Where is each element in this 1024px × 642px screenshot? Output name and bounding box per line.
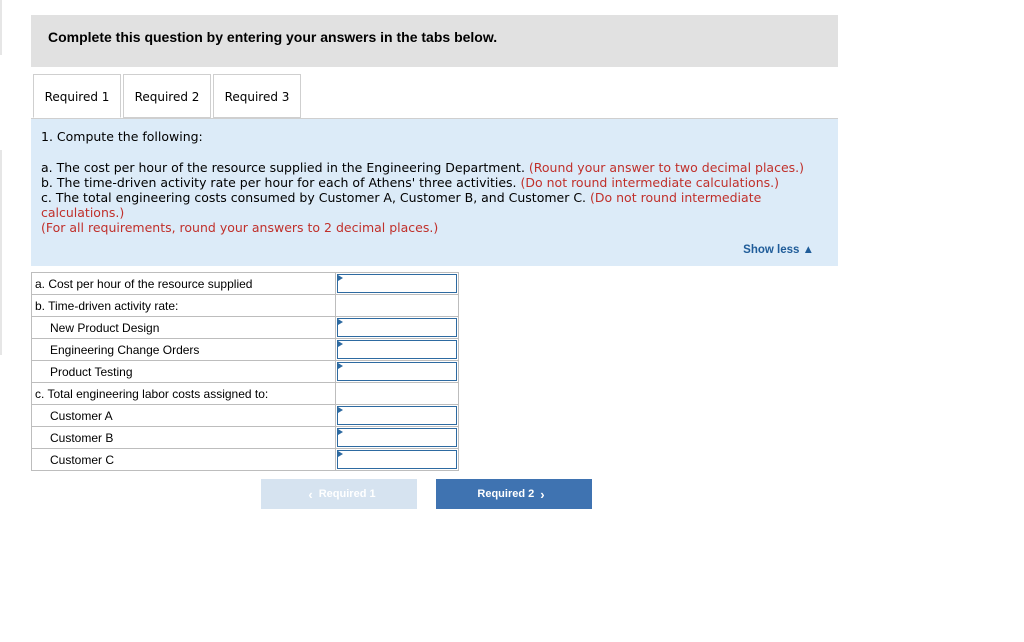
tab-label: Required 1 [44, 90, 110, 104]
next-required-button[interactable] [436, 479, 592, 509]
prev-required-button[interactable] [261, 479, 417, 509]
row-label: c. Total engineering labor costs assigned to: [32, 383, 336, 405]
left-edge-rule [0, 150, 2, 355]
question-item-a [41, 160, 828, 175]
show-less-label: Show less [743, 244, 800, 256]
customer-a-input[interactable] [337, 406, 457, 425]
empty-cell [336, 383, 459, 405]
table-row [32, 273, 459, 295]
table-row [32, 339, 459, 361]
product-testing-input[interactable] [337, 362, 457, 381]
tab-required-2[interactable] [123, 74, 211, 118]
instruction-text: Complete this question by entering your answers in the tabs below. [48, 29, 498, 45]
answer-cell [336, 361, 459, 383]
item-a-note: (Round your answer to two decimal places.) [528, 160, 805, 175]
left-edge-rule [0, 0, 2, 55]
question-item-c [41, 190, 828, 220]
item-b-text: b. The time-driven activity rate per hour for each of Athens' three activities. [41, 175, 517, 190]
tab-required-3[interactable] [213, 74, 301, 118]
tab-required-1[interactable] [33, 74, 121, 118]
chevron-left-icon: ‹ [308, 486, 313, 502]
instruction-header [31, 15, 838, 67]
table-row [32, 427, 459, 449]
empty-cell [336, 295, 459, 317]
tab-label: Required 2 [134, 90, 200, 104]
engineering-change-orders-input[interactable] [337, 340, 457, 359]
cost-per-hour-input[interactable] [337, 274, 457, 293]
question-panel [31, 119, 838, 266]
row-label: b. Time-driven activity rate: [32, 295, 336, 317]
rounding-note: (For all requirements, round your answers to 2 decimal places.) [41, 220, 439, 235]
table-row [32, 317, 459, 339]
table-row [32, 449, 459, 471]
item-c-note: (Do not round intermediate calculations.) [41, 190, 762, 220]
row-label: Customer A [32, 405, 336, 427]
prev-button-label: Required 1 [318, 488, 376, 500]
tab-label: Required 3 [224, 90, 290, 104]
question-item-b [41, 175, 828, 190]
tab-bar [33, 74, 303, 119]
answer-cell [336, 273, 459, 295]
row-label: Engineering Change Orders [32, 339, 336, 361]
customer-b-input[interactable] [337, 428, 457, 447]
row-label: Customer C [32, 449, 336, 471]
next-button-label: Required 2 [477, 488, 535, 500]
row-label: New Product Design [32, 317, 336, 339]
answer-cell [336, 449, 459, 471]
question-intro: 1. Compute the following: [41, 129, 203, 144]
row-label: Customer B [32, 427, 336, 449]
table-row [32, 295, 459, 317]
answer-cell [336, 317, 459, 339]
answer-cell [336, 339, 459, 361]
answer-cell [336, 427, 459, 449]
chevron-right-icon: › [540, 486, 545, 502]
new-product-design-input[interactable] [337, 318, 457, 337]
answer-cell [336, 405, 459, 427]
show-less-link[interactable] [743, 243, 814, 258]
table-row [32, 361, 459, 383]
triangle-up-icon: ▲ [802, 244, 814, 256]
table-row [32, 405, 459, 427]
customer-c-input[interactable] [337, 450, 457, 469]
item-a-text: a. The cost per hour of the resource supplied in the Engineering Department. [41, 160, 525, 175]
item-b-note: (Do not round intermediate calculations.) [520, 175, 779, 190]
row-label: Product Testing [32, 361, 336, 383]
row-label: a. Cost per hour of the resource supplied [32, 273, 336, 295]
answer-table [31, 272, 459, 471]
item-c-text: c. The total engineering costs consumed by Customer A, Customer B, and Customer C. [41, 190, 587, 205]
table-row [32, 383, 459, 405]
